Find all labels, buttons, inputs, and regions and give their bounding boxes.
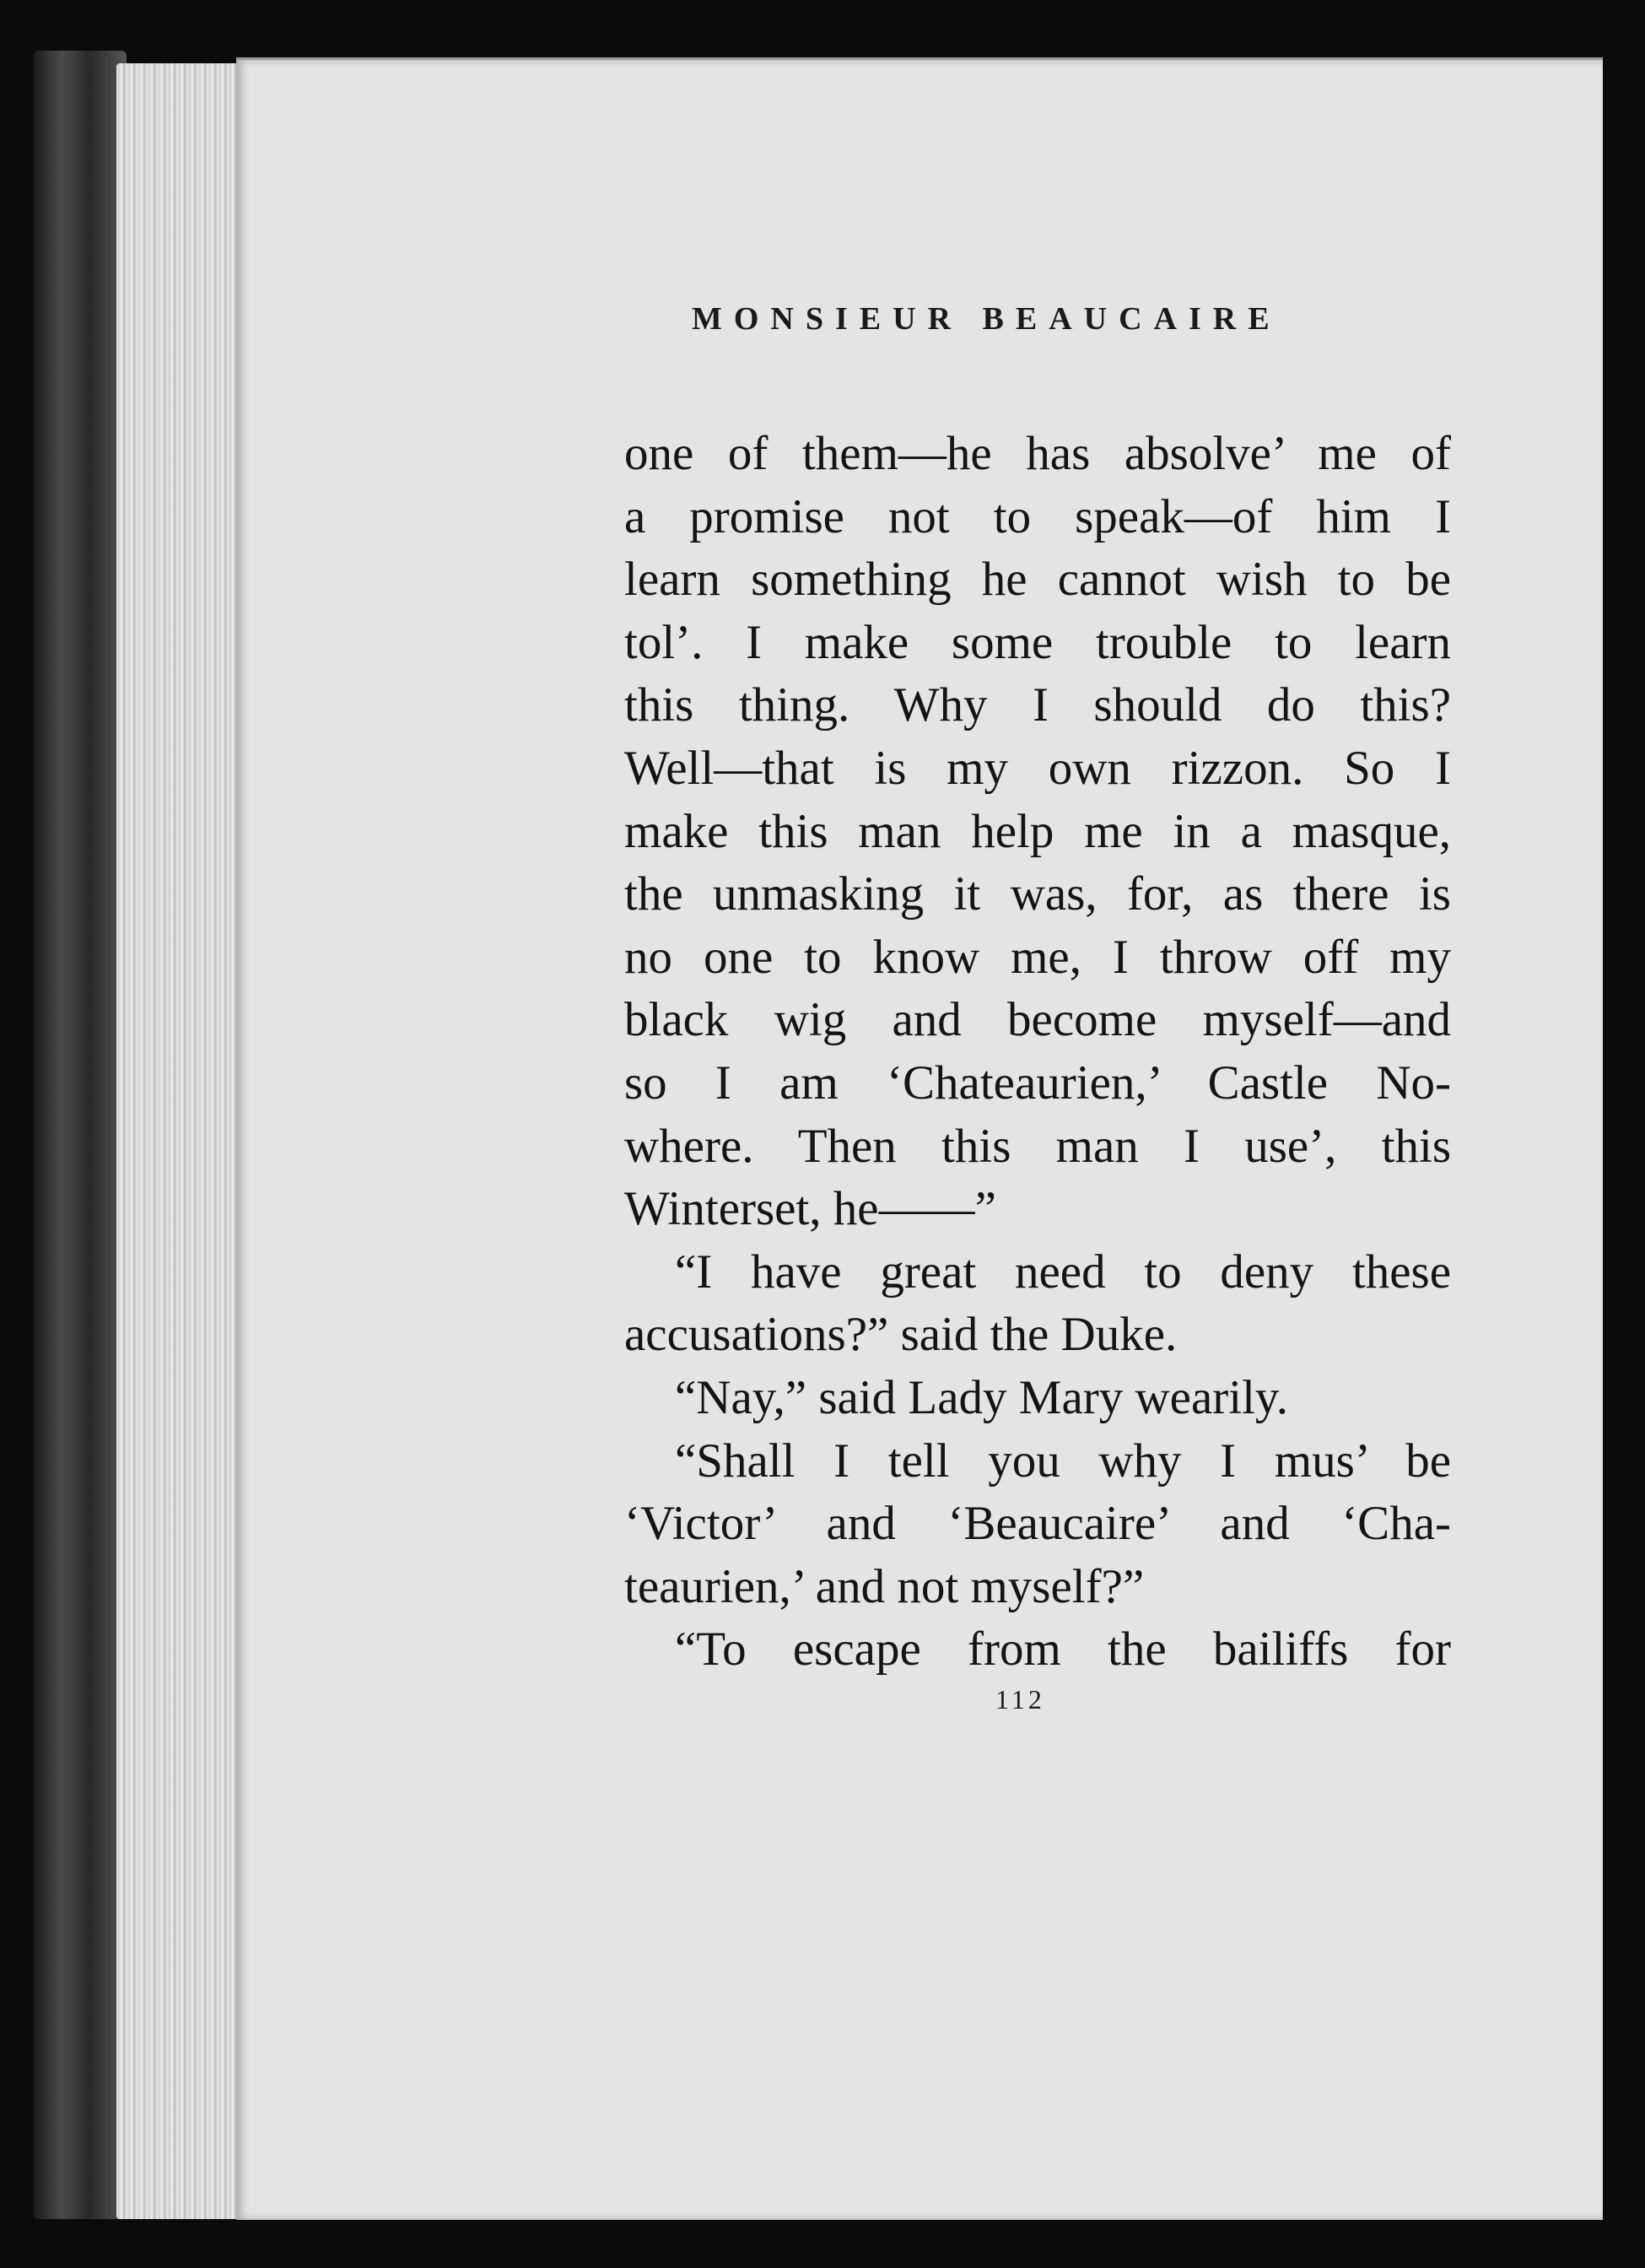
text-line: tol’. I make some trouble to learn bbox=[624, 615, 1451, 669]
text-line: Well—that is my own rizzon. So I bbox=[624, 741, 1451, 795]
text-line: “Nay,” said Lady Mary wearily. bbox=[675, 1370, 1288, 1424]
body-text bbox=[624, 423, 1451, 1682]
text-line: teaurien,’ and not myself?” bbox=[624, 1559, 1145, 1613]
text-line: black wig and become myself—and bbox=[624, 993, 1451, 1047]
text-line: learn something he cannot wish to be bbox=[624, 553, 1451, 607]
book-spine bbox=[34, 51, 127, 2219]
text-line: where. Then this man I use’, this bbox=[624, 1119, 1451, 1173]
text-line: one of them—he has absolve’ me of bbox=[624, 427, 1451, 480]
text-line: make this man help me in a masque, bbox=[624, 804, 1451, 858]
running-head: MONSIEUR BEAUCAIRE bbox=[692, 301, 1281, 337]
text-line: no one to know me, I throw off my bbox=[624, 930, 1451, 984]
text-line: “Shall I tell you why I mus’ be bbox=[675, 1434, 1451, 1488]
text-line: ‘Victor’ and ‘Beaucaire’ and ‘Cha- bbox=[624, 1497, 1451, 1551]
text-line: “To escape from the bailiffs for bbox=[675, 1623, 1451, 1677]
text-line: accusations?” said the Duke. bbox=[624, 1308, 1178, 1362]
book-page bbox=[236, 57, 1603, 2220]
text-line: a promise not to speak—of him I bbox=[624, 489, 1451, 543]
text-line: so I am ‘Chateaurien,’ Castle No- bbox=[624, 1056, 1451, 1110]
page-number: 112 bbox=[995, 1684, 1045, 1714]
text-line: Winterset, he——” bbox=[624, 1182, 996, 1236]
text-line: the unmasking it was, for, as there is bbox=[624, 867, 1451, 921]
text-line: this thing. Why I should do this? bbox=[624, 678, 1451, 732]
text-line: “I have great need to deny these bbox=[675, 1245, 1451, 1299]
